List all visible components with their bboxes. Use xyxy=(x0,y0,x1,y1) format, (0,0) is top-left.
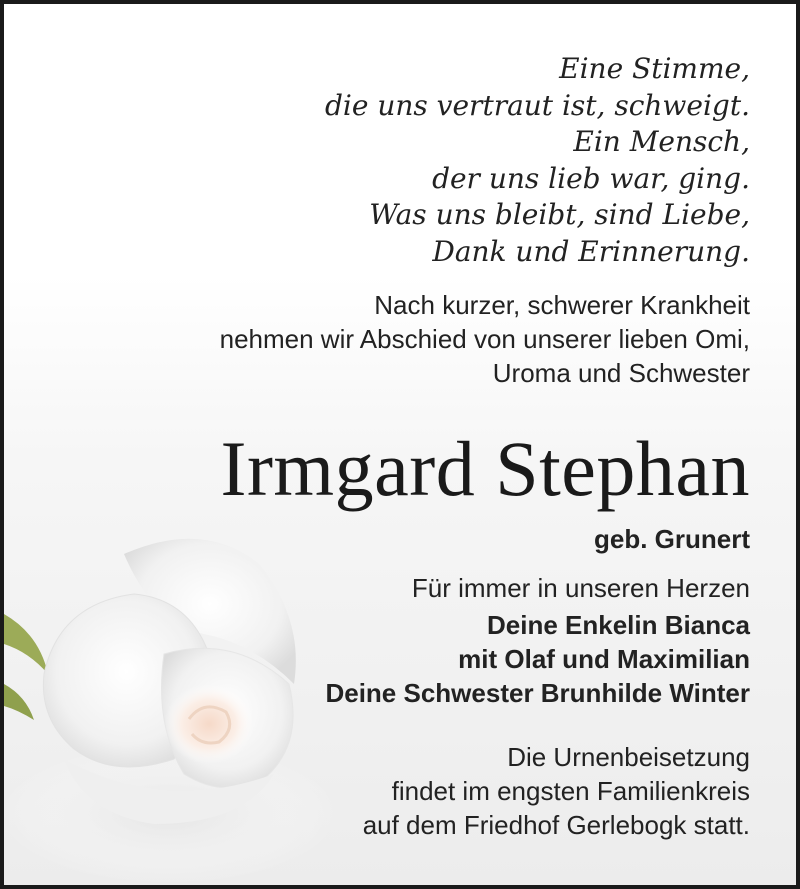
mourner-line: mit Olaf und Maximilian xyxy=(458,644,750,674)
mourners-heading: Für immer in unseren Herzen xyxy=(411,573,750,603)
poem-line: Dank und Erinnerung. xyxy=(432,234,750,268)
poem-line: Ein Mensch, xyxy=(573,125,750,158)
burial-line: Die Urnenbeisetzung xyxy=(507,742,750,772)
intro-line: nehmen wir Abschied von unserer lieben Omi, xyxy=(219,324,750,354)
poem-line: Was uns bleibt, sind Liebe, xyxy=(369,198,750,231)
birth-name: geb. Grunert xyxy=(593,524,750,554)
poem-line: Eine Stimme, xyxy=(559,52,750,85)
intro-line: Nach kurzer, schwerer Krankheit xyxy=(374,290,750,320)
burial-line: auf dem Friedhof Gerlebogk statt. xyxy=(362,810,750,840)
poem-line: der uns lieb war, ging. xyxy=(432,161,750,195)
white-rose-icon xyxy=(4,524,334,889)
intro-line: Uroma und Schwester xyxy=(492,358,750,388)
mourner-line: Deine Schwester Brunhilde Winter xyxy=(325,678,750,708)
deceased-name: Irmgard Stephan xyxy=(220,425,750,512)
intro-text xyxy=(220,288,750,390)
burial-line: findet im engsten Familienkreis xyxy=(391,776,750,806)
poem xyxy=(325,51,750,270)
mourners-list xyxy=(325,608,750,710)
mourner-line: Deine Enkelin Bianca xyxy=(487,610,750,640)
burial-info xyxy=(363,740,750,842)
poem-line: die uns vertraut ist, schweigt. xyxy=(324,88,750,122)
